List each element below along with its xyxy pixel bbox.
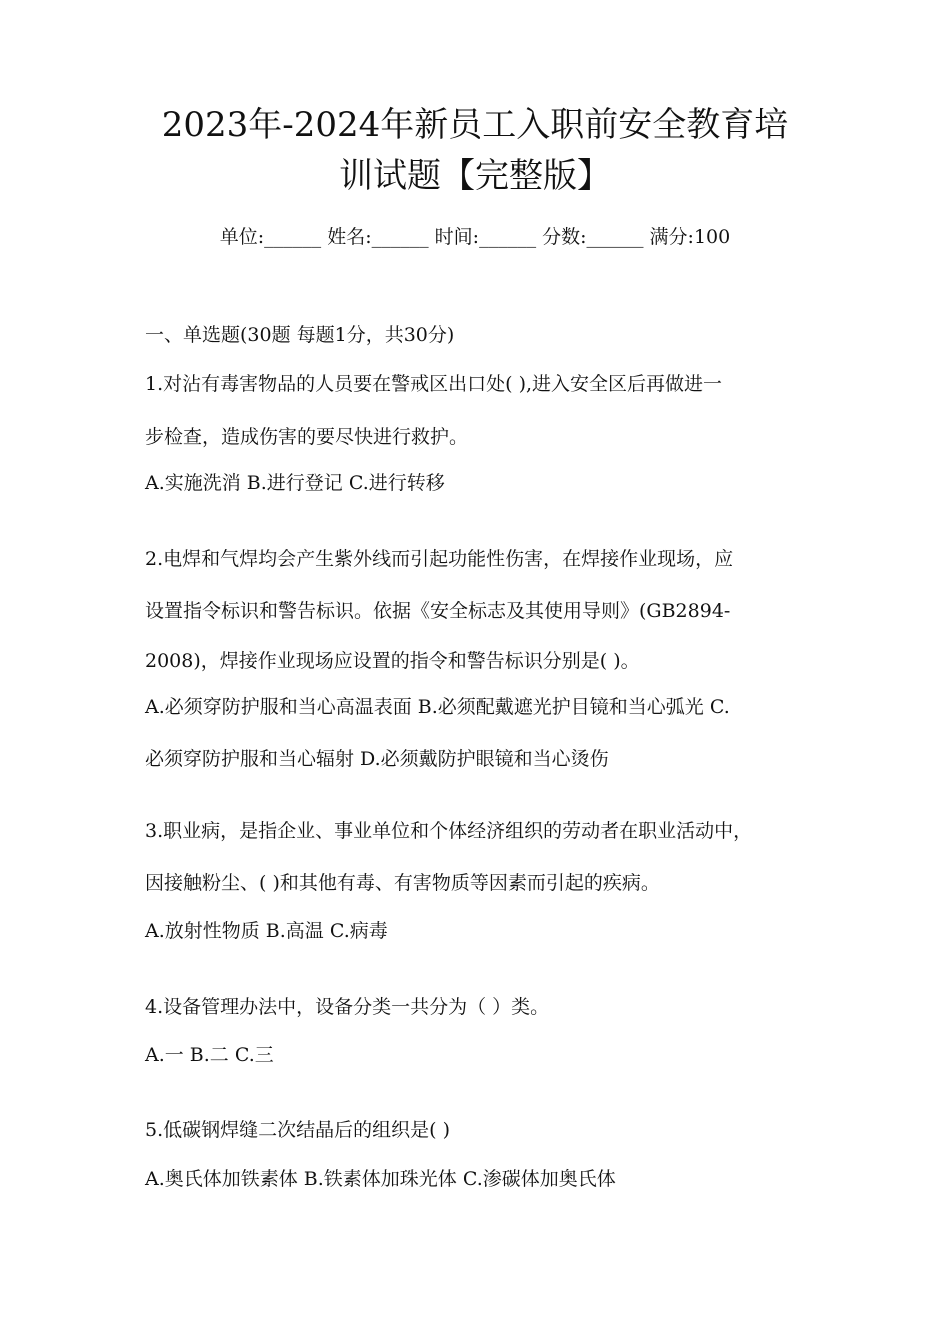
question-2-options-line-2: 必须穿防护服和当心辐射 D.必须戴防护眼镜和当心烫伤 bbox=[145, 748, 609, 770]
question-1-text-line-1: 1.对沾有毒害物品的人员要在警戒区出口处( ),进入安全区后再做进一 bbox=[145, 373, 723, 395]
question-2-text-line-3: 2008)，焊接作业现场应设置的指令和警告标识分别是( )。 bbox=[145, 650, 640, 672]
document-title-line-2: 训试题【完整版】 bbox=[339, 156, 611, 196]
question-3-text-line-2: 因接触粉尘、( )和其他有毒、有害物质等因素而引起的疾病。 bbox=[145, 872, 660, 894]
question-4-text-line-1: 4.设备管理办法中，设备分类一共分为（ ）类。 bbox=[145, 996, 550, 1018]
question-3-options: A.放射性物质 B.高温 C.病毒 bbox=[145, 920, 388, 942]
document-title-line-1: 2023年-2024年新员工入职前安全教育培 bbox=[161, 105, 789, 145]
question-1-text-line-2: 步检查，造成伤害的要尽快进行救护。 bbox=[145, 426, 469, 448]
question-2-text-line-1: 2.电焊和气焊均会产生紫外线而引起功能性伤害，在焊接作业现场，应 bbox=[145, 548, 734, 570]
question-1-options: A.实施洗消 B.进行登记 C.进行转移 bbox=[145, 472, 445, 494]
question-2-options-line-1: A.必须穿防护服和当心高温表面 B.必须配戴遮光护目镜和当心弧光 C. bbox=[145, 696, 730, 718]
question-5-options: A.奥氏体加铁素体 B.铁素体加珠光体 C.渗碳体加奥氏体 bbox=[145, 1168, 616, 1190]
exam-info-line: 单位:______ 姓名:______ 时间:______ 分数:______ 满分:100 bbox=[219, 226, 731, 248]
section-heading: 一、单选题(30题 每题1分，共30分) bbox=[145, 324, 455, 346]
question-4-options: A.一 B.二 C.三 bbox=[145, 1044, 274, 1066]
question-3-text-line-1: 3.职业病，是指企业、事业单位和个体经济组织的劳动者在职业活动中， bbox=[145, 820, 753, 842]
question-5-text-line-1: 5.低碳钢焊缝二次结晶后的组织是( ) bbox=[145, 1119, 450, 1141]
question-2-text-line-2: 设置指令标识和警告标识。依据《安全标志及其使用导则》(GB2894- bbox=[145, 600, 731, 622]
